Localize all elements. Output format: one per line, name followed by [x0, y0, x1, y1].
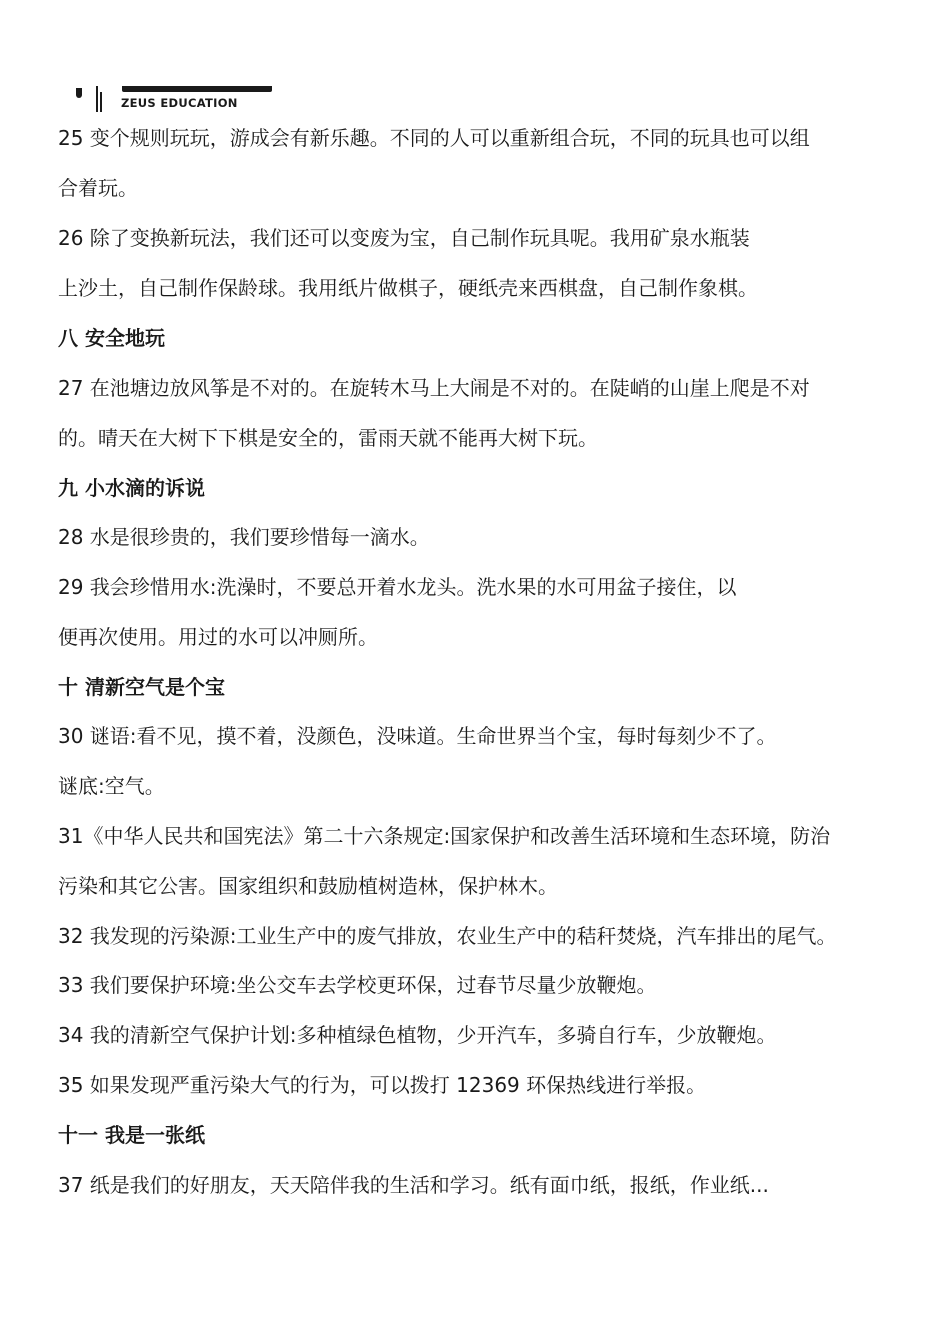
paragraph-line: 34 我的清新空气保护计划:多种植绿色植物，少开汽车，多骑自行车，少放鞭炮。: [58, 1023, 777, 1047]
paragraph-line: 31《中华人民共和国宪法》第二十六条规定:国家保护和改善生活环境和生态环境，防治: [58, 824, 831, 848]
paragraph-line: 27 在池塘边放风筝是不对的。在旋转木马上大闹是不对的。在陡峭的山崖上爬是不对: [58, 376, 810, 400]
paragraph-line: 30 谜语:看不见，摸不着，没颜色，没味道。生命世界当个宝，每时每刻少不了。: [58, 724, 777, 748]
paragraph-line: 便再次使用。用过的水可以冲厕所。: [58, 625, 378, 649]
logo-text: ZEUS EDUCATION: [121, 96, 238, 110]
paragraph-line: 合着玩。: [58, 176, 138, 200]
logo-mark-icon: [76, 88, 82, 98]
logo-bar-icon: [100, 92, 102, 112]
paragraph-line: 污染和其它公害。国家组织和鼓励植树造林，保护林木。: [58, 874, 558, 898]
section-heading: 十 清新空气是个宝: [58, 675, 225, 699]
paragraph-line: 上沙土，自己制作保龄球。我用纸片做棋子，硬纸壳来西棋盘，自己制作象棋。: [58, 276, 758, 300]
paragraph-line: 25 变个规则玩玩，游成会有新乐趣。不同的人可以重新组合玩，不同的玩具也可以组: [58, 126, 810, 150]
paragraph-line: 37 纸是我们的好朋友，天天陪伴我的生活和学习。纸有面巾纸，报纸，作业纸...: [58, 1173, 769, 1197]
logo-wordmark-icon: [122, 86, 272, 92]
section-heading: 八 安全地玩: [58, 326, 165, 350]
paragraph-line: 谜底:空气。: [58, 774, 165, 798]
paragraph-line: 26 除了变换新玩法，我们还可以变废为宝，自己制作玩具呢。我用矿泉水瓶装: [58, 226, 750, 250]
section-heading: 十一 我是一张纸: [58, 1123, 205, 1147]
paragraph-line: 35 如果发现严重污染大气的行为，可以拨打 12369 环保热线进行举报。: [58, 1073, 707, 1097]
paragraph-line: 33 我们要保护环境:坐公交车去学校更环保，过春节尽量少放鞭炮。: [58, 973, 657, 997]
logo-bar-icon: [96, 86, 98, 112]
paragraph-line: 的。晴天在大树下下棋是安全的，雷雨天就不能再大树下玩。: [58, 426, 598, 450]
logo: [76, 86, 276, 112]
paragraph-line: 28 水是很珍贵的，我们要珍惜每一滴水。: [58, 525, 430, 549]
section-heading: 九 小水滴的诉说: [58, 476, 205, 500]
paragraph-line: 32 我发现的污染源:工业生产中的废气排放，农业生产中的秸秆焚烧，汽车排出的尾气。: [58, 924, 837, 948]
paragraph-line: 29 我会珍惜用水:洗澡时，不要总开着水龙头。洗水果的水可用盆子接住，以: [58, 575, 737, 599]
